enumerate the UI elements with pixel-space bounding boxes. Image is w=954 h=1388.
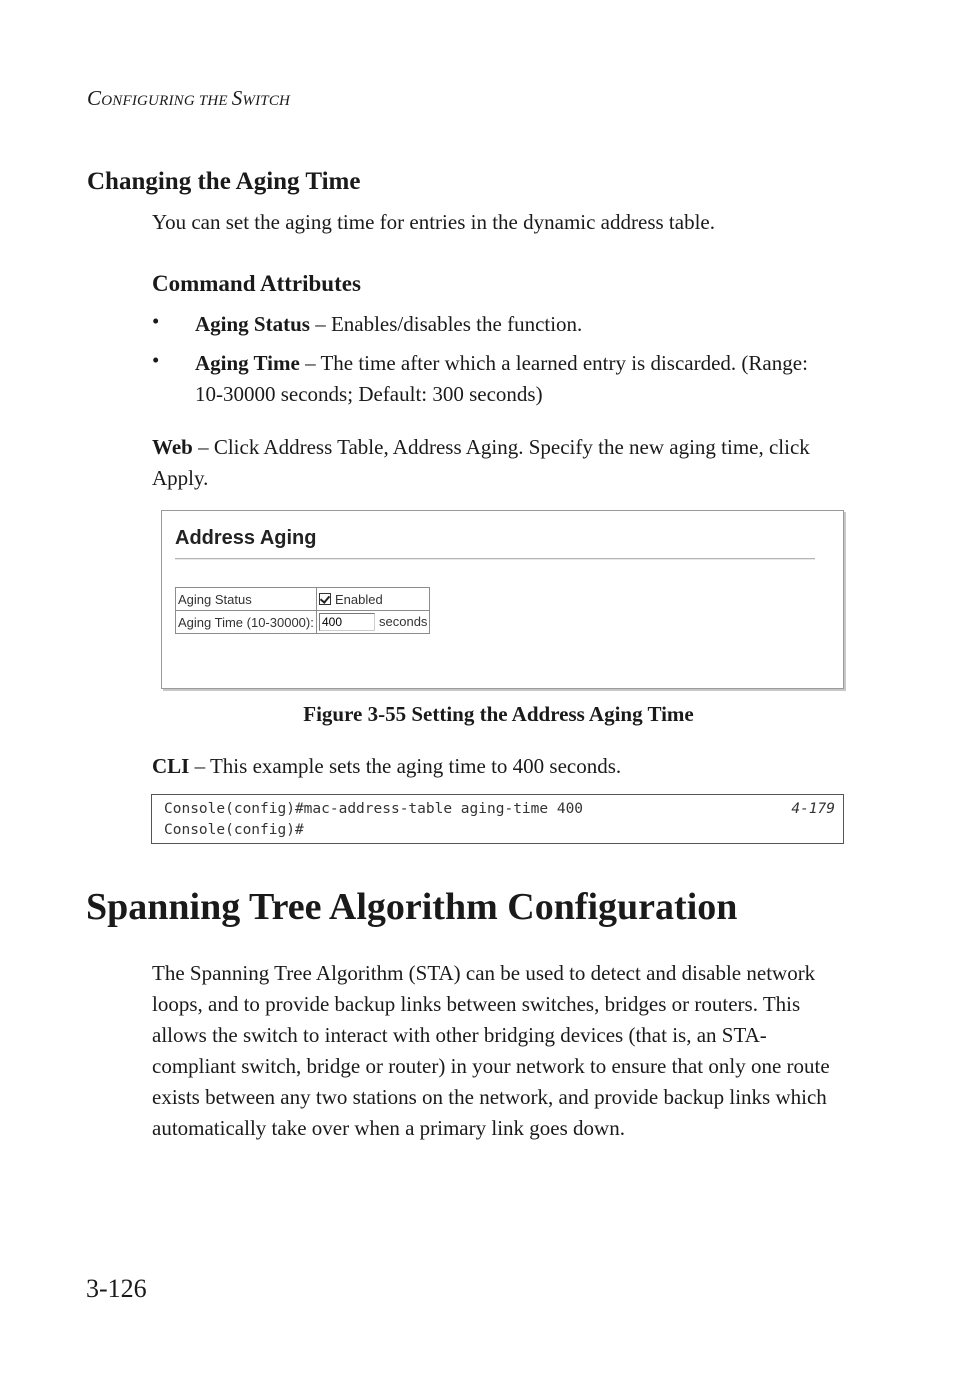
bullet-term: Aging Time: [195, 351, 300, 375]
aging-time-input[interactable]: [319, 613, 375, 631]
section-heading-sta: Spanning Tree Algorithm Configuration: [86, 886, 738, 928]
aging-status-cell: [317, 588, 430, 611]
bullet-term: Aging Status: [195, 312, 310, 336]
cli-code-block: [151, 794, 844, 844]
bullet-aging-status: [195, 309, 845, 340]
cli-reference: 4-179: [791, 801, 835, 817]
aging-status-label: Aging Status: [176, 588, 317, 611]
page-number: 3-126: [86, 1274, 147, 1303]
screenshot-title: Address Aging: [175, 527, 317, 549]
cli-description: [152, 751, 852, 782]
bullet-text: – Enables/disables the function.: [309, 312, 583, 336]
section-heading-aging: Changing the Aging Time: [87, 168, 361, 195]
aging-time-label: Aging Time (10-30000):: [176, 611, 317, 634]
header-initial-c: C: [87, 86, 102, 110]
checkbox-checked-icon[interactable]: [319, 593, 331, 605]
header-rest-2: WITCH: [242, 93, 291, 109]
header-initial-s: S: [231, 86, 243, 110]
web-instructions: [152, 432, 842, 494]
header-rest-1: ONFIGURING THE: [101, 93, 232, 109]
aging-time-cell: [317, 611, 430, 634]
web-label: Web: [152, 435, 193, 459]
aging-settings-table: [175, 587, 430, 634]
cli-line-2: Console(config)#: [164, 822, 304, 838]
figure-caption: Figure 3-55 Setting the Address Aging Time: [303, 702, 694, 726]
cli-line-1: Console(config)#mac-address-table aging-time 400: [164, 801, 584, 817]
web-text: – Click Address Table, Address Aging. Specify the new aging time, click Apply.: [152, 435, 810, 490]
aging-time-unit: seconds: [379, 614, 428, 629]
bullet-text: – The time after which a learned entry is discarded. (Range: 10-30000 seconds; Default: 300 seconds): [195, 351, 808, 406]
address-aging-screenshot: [161, 510, 844, 689]
running-header: [87, 86, 290, 111]
screenshot-divider: [175, 558, 815, 560]
table-row: [176, 588, 430, 611]
command-attributes-heading: Command Attributes: [152, 271, 361, 296]
sta-paragraph: The Spanning Tree Algorithm (STA) can be used to detect and disable network loops, and to provide backup links between switches, bridges or routers. This allows the switch to interact with other bridging devices (that is, an STA-compliant switch, bridge or router) in your network to ensure that only one route exists between any two stations on the network, and provide backup links which automatically take over when a primary link goes down.: [152, 961, 830, 1140]
bullet-aging-time: [195, 348, 835, 410]
bullet-marker-2: •: [152, 348, 160, 372]
aging-status-value: Enabled: [335, 591, 383, 607]
cli-label: CLI: [152, 754, 190, 778]
bullet-marker-1: •: [152, 309, 160, 333]
table-row: [176, 611, 430, 634]
aging-intro: You can set the aging time for entries in the dynamic address table.: [152, 210, 715, 234]
cli-text: – This example sets the aging time to 400 seconds.: [189, 754, 622, 778]
